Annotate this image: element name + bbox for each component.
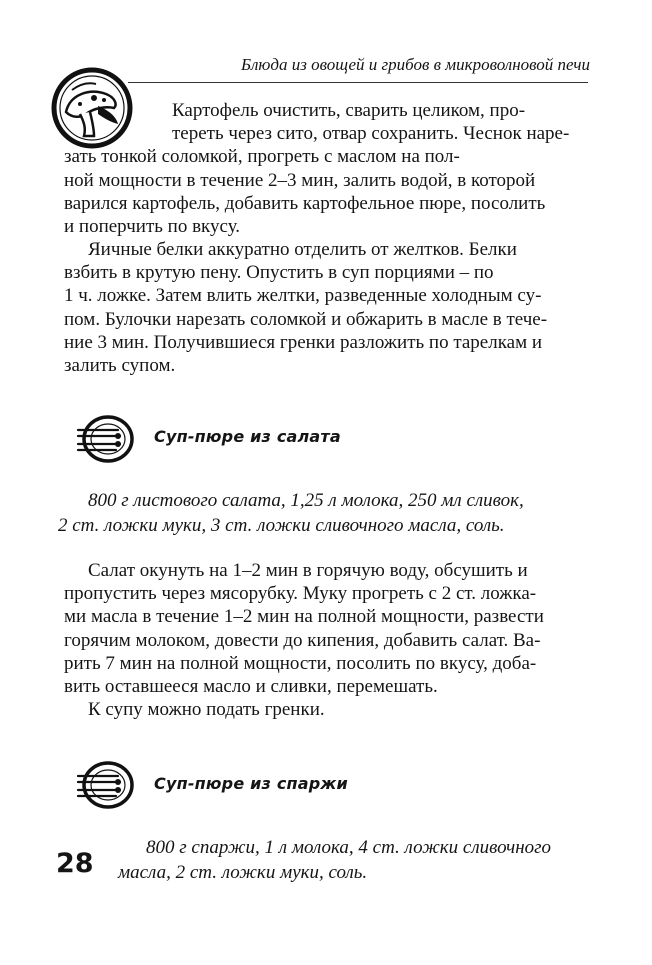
text-line: 800 г спаржи, 1 л молока, 4 ст. ложки сливочного [146, 837, 552, 858]
text-line: Салат окунуть на 1–2 мин в горячую воду, обсушить и [88, 560, 528, 581]
running-header: Блюда из овощей и грибов в микроволновой печи [240, 55, 590, 74]
text-line: пропустить через мясорубку. Муку прогреть с 2 ст. ложка- [64, 583, 537, 605]
text-line: 800 г листового салата, 1,25 л молока, 250 мл сливок, [88, 490, 524, 511]
text-line: горячим молоком, довести до кипения, добавить салат. Ва- [64, 629, 541, 651]
text-line: ми масла в течение 1–2 мин на полной мощности, развести [64, 606, 544, 628]
text-line: взбить в крутую пену. Опустить в суп порциями – по [64, 262, 494, 284]
text-line: К супу можно подать гренки. [88, 699, 325, 720]
intro-paragraph-1 [64, 99, 586, 238]
text-line: и поперчить по вкусу. [64, 216, 241, 238]
text-line: Картофель очистить, сварить целиком, про- [172, 100, 526, 121]
header-rule [128, 82, 588, 83]
text-line: зать тонкой соломкой, прогреть с маслом на пол- [64, 146, 460, 168]
recipe-method-paragraph-2 [64, 698, 586, 721]
text-line: вить оставшееся масло и сливки, перемешать. [64, 676, 438, 698]
text-line: Яичные белки аккуратно отделить от желтков. Белки [88, 239, 517, 260]
recipe-title: Суп-пюре из спаржи [154, 774, 348, 793]
text-line: рить 7 мин на полной мощности, посолить по вкусу, добa- [64, 652, 537, 674]
text-line: варился картофель, добавить картофельное пюре, посолить [64, 192, 546, 214]
recipe-ingredients [118, 835, 588, 885]
text-line: ние 3 мин. Получившиеся гренки разложить по тарелкам и [64, 331, 543, 353]
text-line: 2 ст. ложки муки, 3 ст. ложки сливочного масла, соль. [58, 515, 505, 536]
text-line: пом. Булочки нарезать соломкой и обжарить в масле в тече- [64, 308, 548, 330]
text-line: тереть через сито, отвар сохранить. Чеснок наре- [172, 123, 570, 145]
recipe-method-paragraph-1 [64, 559, 586, 698]
plate-cutlery-icon [74, 760, 136, 810]
text-line: ной мощности в течение 2–3 мин, залить водой, в которой [64, 169, 536, 191]
text-line: залить супом. [64, 355, 176, 377]
recipe-title: Суп-пюре из салата [154, 427, 341, 446]
text-line: 1 ч. ложке. Затем влить желтки, разведенные холодным су- [64, 285, 542, 307]
intro-paragraph-2 [64, 238, 586, 377]
text-line: масла, 2 ст. ложки муки, соль. [118, 862, 368, 883]
page-number: 28 [56, 848, 94, 879]
recipe-ingredients [58, 488, 588, 538]
plate-cutlery-icon [74, 414, 136, 464]
